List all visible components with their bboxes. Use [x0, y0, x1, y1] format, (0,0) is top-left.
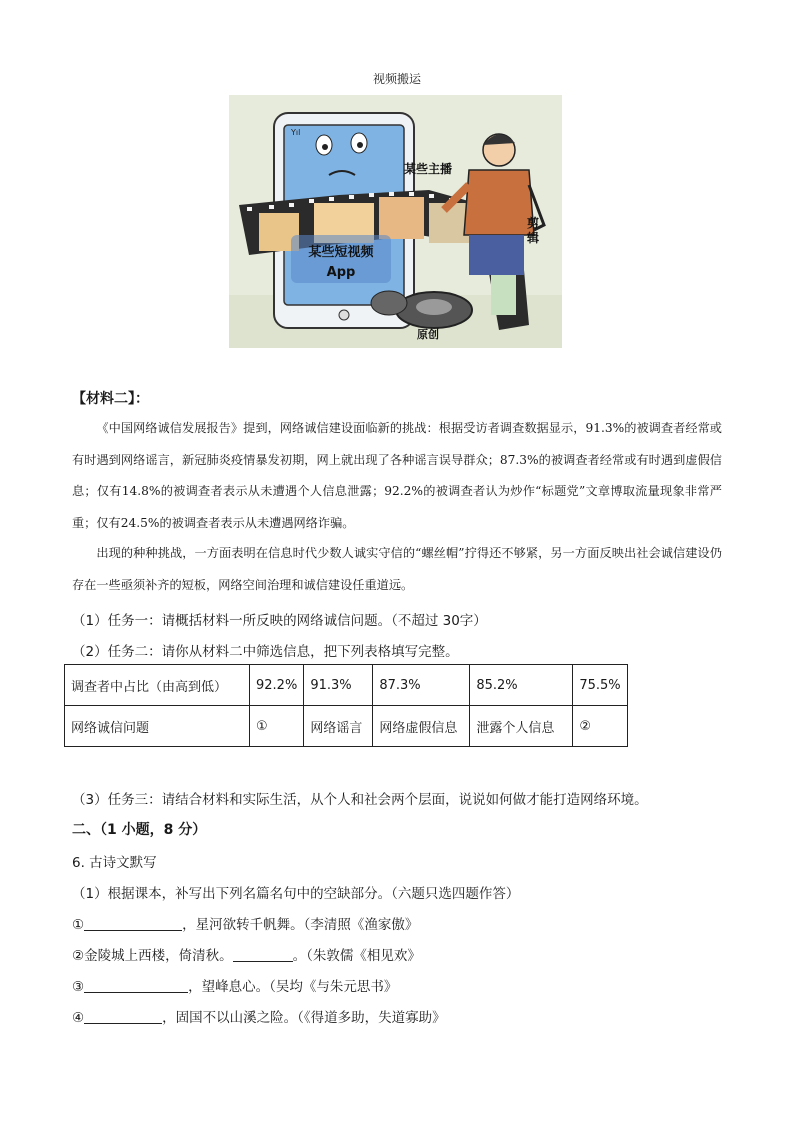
recitation-item-4: [72, 1006, 446, 1026]
table-cell: 91.3%: [304, 665, 373, 706]
material2-paragraph-1: 《中国网络诚信发展报告》提到，网络诚信建设面临新的挑战：根据受访者调查数据显示，91.3%的被调查者经常或有时遇到网络谣言，新冠肺炎疫情暴发初期，网上就出现了各种谣言误导群众；87.3%的被调查者经常或有时遇到虚假信息；仅有14.8%的被调查者表示从未遭遇个人信息泄露；92.2%的被调查者认为炒作“标题党”文章博取流量现象非常严重；仅有24.5%的被调查者表示从未遭遇网络诈骗。: [72, 421, 722, 530]
recitation-item-1: [72, 913, 418, 933]
material2-paragraph-2: 出现的种种挑战，一方面表明在信息时代少数人诚实守信的“螺丝帽”拧得还不够紧，另一方面反映出社会诚信建设仍存在一些亟须补齐的短板，网络空间治理和诚信建设任重道远。: [72, 546, 722, 592]
table-cell: 网络诚信问题: [65, 706, 250, 747]
figure-caption: 视频搬运: [372, 72, 421, 86]
table-row: [65, 665, 628, 706]
task1-text: （1）任务一：请概括材料一所反映的网络诚信问题。（不超过 30字）: [72, 613, 487, 629]
item-prefix: ④: [72, 1010, 85, 1026]
recitation-item-3: [72, 975, 397, 995]
table-cell: 87.3%: [373, 665, 470, 706]
table-cell: 泄露个人信息: [470, 706, 573, 747]
item-prefix: ②金陵城上西楼，倚清秋。: [72, 948, 233, 964]
item-suffix: ，星河欲转千帆舞。（李清照《渔家傲》: [182, 917, 419, 933]
table-cell: 92.2%: [250, 665, 304, 706]
answer-blank[interactable]: [84, 916, 182, 931]
recitation-item-2: [72, 944, 421, 964]
survey-table: [64, 664, 628, 747]
item-prefix: ①: [72, 917, 85, 933]
q6-title: 6. 古诗文默写: [72, 855, 157, 871]
task2-text: （2）任务二：请你从材料二中筛选信息，把下列表格填写完整。: [72, 644, 459, 660]
material2-heading: 【材料二】：: [72, 391, 149, 407]
label-app-line1: 某些短视频: [308, 245, 374, 260]
label-anchor: 某些主播: [404, 162, 453, 176]
item-suffix: ，固国不以山溪之险。（《得道多助，失道寡助》: [162, 1010, 446, 1026]
item-prefix: ③: [72, 979, 85, 995]
table-cell: 85.2%: [470, 665, 573, 706]
section2-title: 二、（1 小题，8 分）: [72, 822, 207, 838]
item-suffix: ，望峰息心。（吴均《与朱元思书》: [188, 979, 398, 995]
table-cell: 网络虚假信息: [373, 706, 470, 747]
table-row: [65, 706, 628, 747]
q6-1-instruction: （1）根据课本，补写出下列名篇名句中的空缺部分。（六题只选四题作答）: [72, 886, 520, 902]
signal-text: Yıl: [291, 128, 301, 137]
item-suffix: 。（朱敦儒《相见欢》: [292, 948, 421, 964]
label-original: 原创: [417, 328, 439, 341]
cartoon-illustration: [229, 95, 562, 348]
task3-text: （3）任务三：请结合材料和实际生活，从个人和社会两个层面，说说如何做才能打造网络环境。: [72, 792, 648, 808]
table-cell: 调查者中占比（由高到低）: [65, 665, 250, 706]
table-cell: 网络谣言: [304, 706, 373, 747]
table-cell: 75.5%: [573, 665, 627, 706]
table-cell: ①: [250, 706, 304, 747]
label-cut: 剪 辑: [527, 216, 540, 245]
table-cell: ②: [573, 706, 627, 747]
answer-blank[interactable]: [84, 978, 188, 993]
answer-blank[interactable]: [84, 1009, 162, 1024]
answer-blank[interactable]: [233, 947, 293, 962]
label-app-line2: App: [326, 265, 356, 280]
